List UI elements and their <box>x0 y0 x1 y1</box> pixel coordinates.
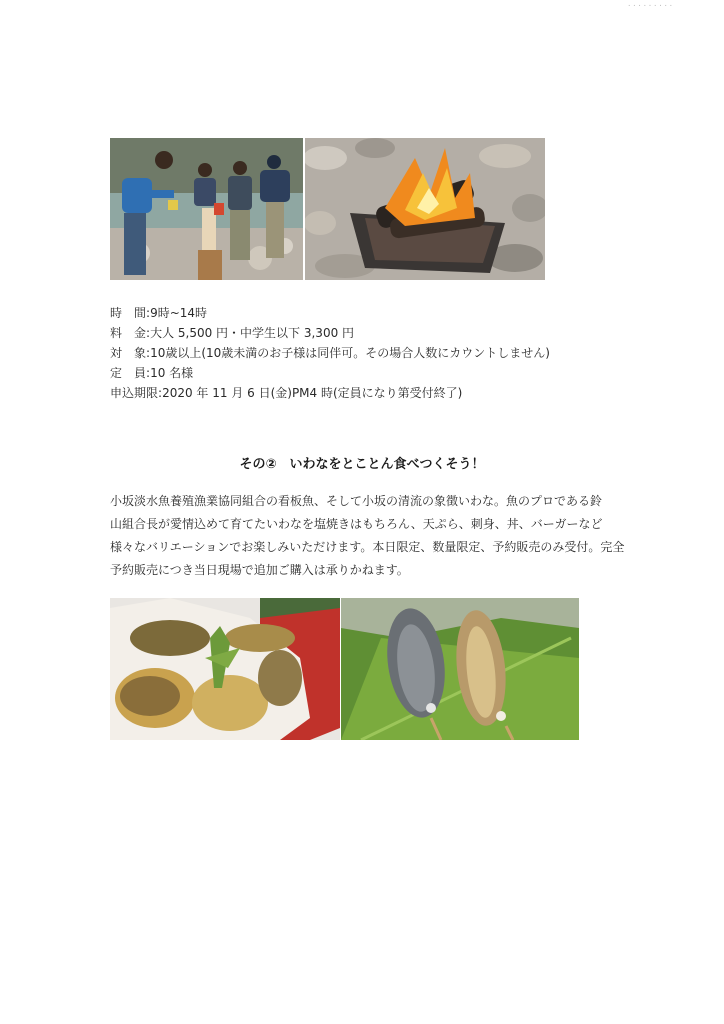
time-label: 時 間 <box>110 306 147 320</box>
info-row-fee: 料 金:大人 5,500 円・中学生以下 3,300 円 <box>110 323 610 343</box>
info-row-target: 対 象:10歳以上(10歳未満のお子様は同伴可。その場合人数にカウントしません) <box>110 343 610 363</box>
info-row-capacity: 定 員:10 名様 <box>110 363 610 383</box>
fee-value: 大人 5,500 円・中学生以下 3,300 円 <box>150 326 355 340</box>
capacity-label: 定 員 <box>110 366 147 380</box>
description-line: 小坂淡水魚養殖漁業協同組合の看板魚、そして小坂の清流の象徴いわな。魚のプロである鈴 <box>110 494 603 508</box>
info-row-time: 時 間:9時~14時 <box>110 303 610 323</box>
fee-label: 料 金 <box>110 326 147 340</box>
target-value: 10歳以上(10歳未満のお子様は同伴可。その場合人数にカウントしません) <box>150 346 550 360</box>
capacity-value: 10 名様 <box>150 366 194 380</box>
campfire-brazier-photo <box>305 138 545 280</box>
description-line: 様々なバリエーションでお楽しみいただけます。本日限定、数量限定、予約販売のみ受付。完全 <box>110 540 625 554</box>
description-line: 山組合長が愛情込めて育てたいわなを塩焼きはもちろん、天ぷら、刺身、丼、バーガーなど <box>110 517 603 531</box>
riverside-group-photo <box>110 138 303 280</box>
deadline-value: 2020 年 11 月 6 日(金)PM4 時(定員になり第受付終了) <box>162 386 463 400</box>
grilled-iwana-photo <box>341 598 579 740</box>
section-title: その② いわなをとことん食べつくそう！ <box>239 457 485 472</box>
time-value: 9時~14時 <box>150 306 208 320</box>
target-label: 対 象 <box>110 346 147 360</box>
section-description <box>110 490 625 582</box>
info-row-deadline: 申込期限:2020 年 11 月 6 日(金)PM4 時(定員になり第受付終了) <box>110 383 610 403</box>
description-line: 予約販売につき当日現場で追加ご購入は承りかねます。 <box>110 563 409 577</box>
scan-corner-mark: ········· <box>627 2 674 10</box>
tempura-platter-photo <box>110 598 340 740</box>
event-info-list <box>110 303 610 403</box>
deadline-label: 申込期限 <box>110 386 159 400</box>
